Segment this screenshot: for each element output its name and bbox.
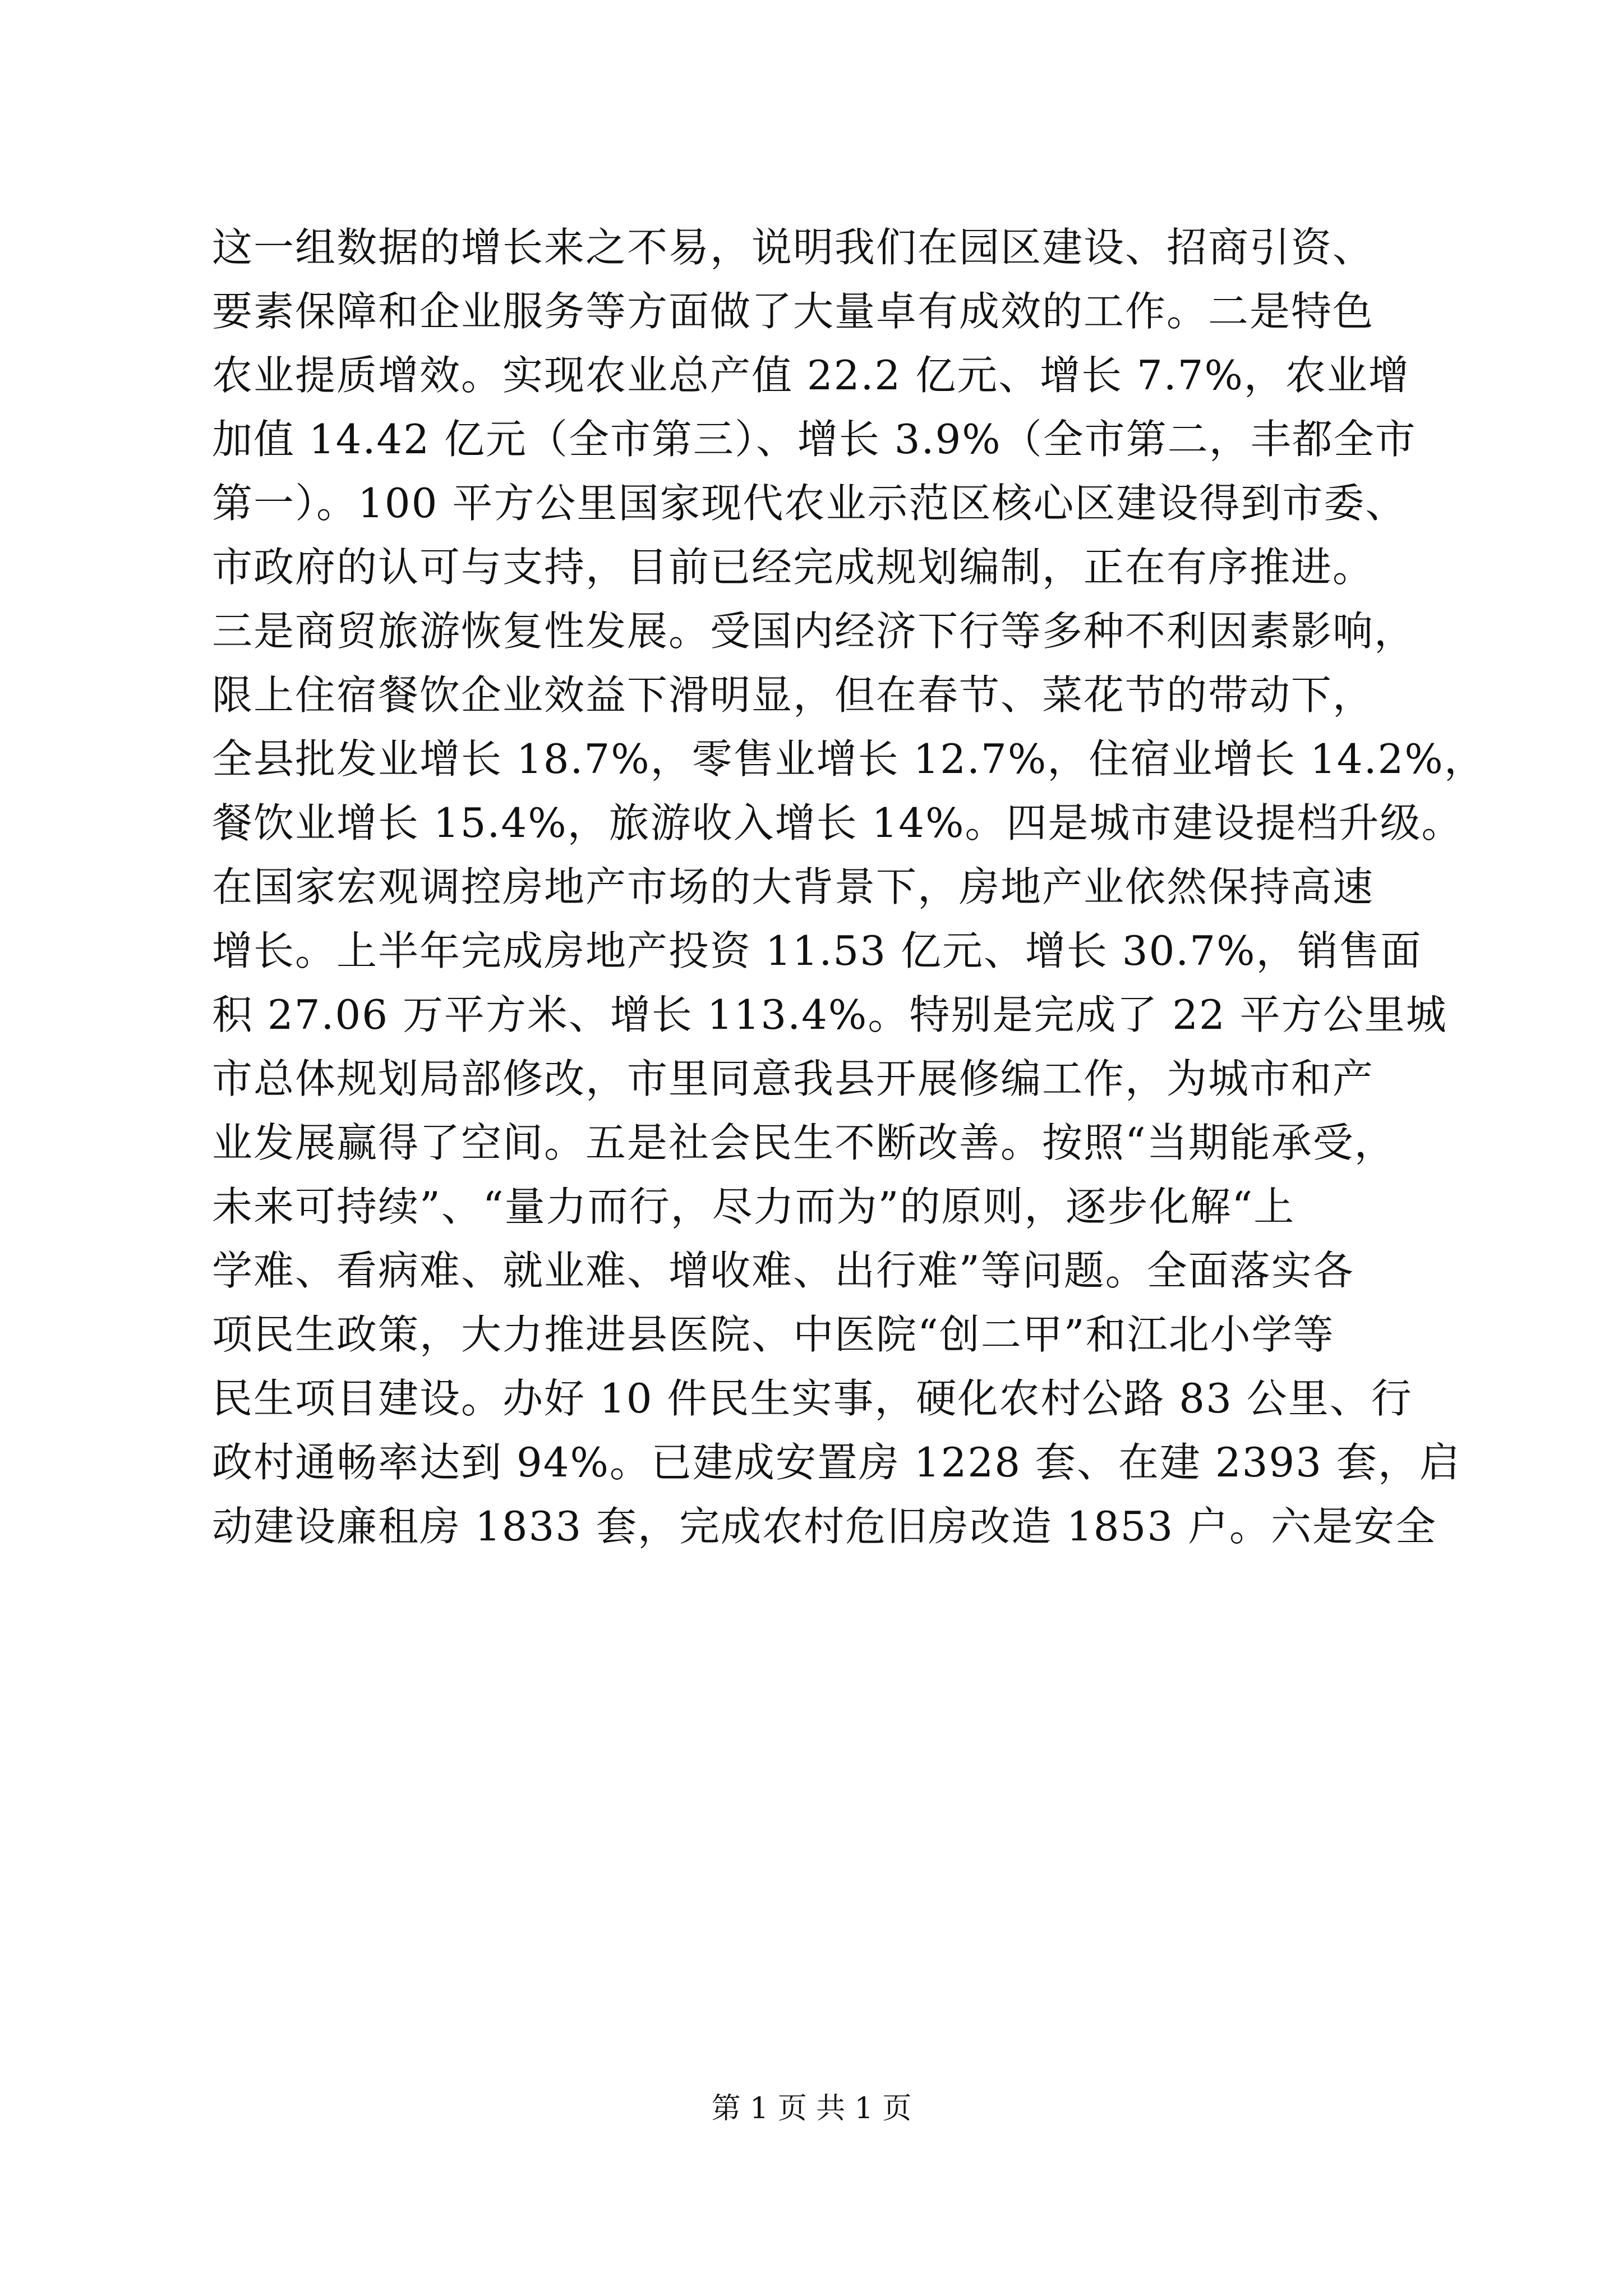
text-line-16: 未来可持续”、“量力而行，尽力而为”的原则，逐步化解“上 (212, 1183, 1295, 1230)
text-line-11: 在国家宏观调控房地产市场的大背景下，房地产业依然保持高速 (212, 863, 1375, 910)
text-line-7: 三是商贸旅游恢复性发展。受国内经济下行等多种不利因素影响， (212, 608, 1416, 655)
text-line-6: 市政府的认可与支持，目前已经完成规划编制，正在有序推进。 (212, 544, 1375, 591)
text-line-9: 全县批发业增长 18.7%，零售业增长 12.7%，住宿业增长 14.2%， (212, 735, 1486, 783)
text-line-10: 餐饮业增长 15.4%，旅游收入增长 14%。四是城市建设提档升级。 (212, 799, 1463, 846)
text-line-2: 要素保障和企业服务等方面做了大量卓有成效的工作。二是特色 (212, 288, 1375, 335)
text-line-14: 市总体规划局部修改，市里同意我县开展修编工作，为城市和产 (212, 1055, 1375, 1102)
text-line-18: 项民生政策，大力推进县医院、中医院“创二甲”和江北小学等 (212, 1311, 1335, 1358)
text-line-19: 民生项目建设。办好 10 件民生实事，硬化农村公路 83 公里、行 (212, 1375, 1413, 1422)
text-line-12: 增长。上半年完成房地产投资 11.53 亿元、增长 30.7%，销售面 (212, 927, 1422, 974)
body-text (212, 215, 1486, 1558)
text-line-15: 业发展赢得了空间。五是社会民生不断改善。按照“当期能承受， (212, 1119, 1396, 1166)
text-line-4: 加值 14.42 亿元（全市第三）、增长 3.9%（全市第二，丰都全市 (212, 416, 1417, 463)
page-footer: 第 1 页 共 1 页 (711, 2092, 912, 2125)
text-line-3: 农业提质增效。实现农业总产值 22.2 亿元、增长 7.7%，农业增 (212, 352, 1410, 399)
text-line-17: 学难、看病难、就业难、增收难、出行难”等问题。全面落实各 (212, 1247, 1354, 1294)
text-line-1: 这一组数据的增长来之不易，说明我们在园区建设、招商引资、 (212, 224, 1375, 271)
text-line-20: 政村通畅率达到 94%。已建成安置房 1228 套、在建 2393 套，启 (212, 1439, 1461, 1486)
text-line-21: 动建设廉租房 1833 套，完成农村危旧房改造 1853 户。六是安全 (212, 1503, 1437, 1550)
text-line-8: 限上住宿餐饮企业效益下滑明显，但在春节、菜花节的带动下， (212, 671, 1375, 719)
text-line-5: 第一）。100 平方公里国家现代农业示范区核心区建设得到市委、 (212, 480, 1407, 527)
text-line-13: 积 27.06 万平方米、增长 113.4%。特别是完成了 22 平方公里城 (212, 991, 1447, 1038)
